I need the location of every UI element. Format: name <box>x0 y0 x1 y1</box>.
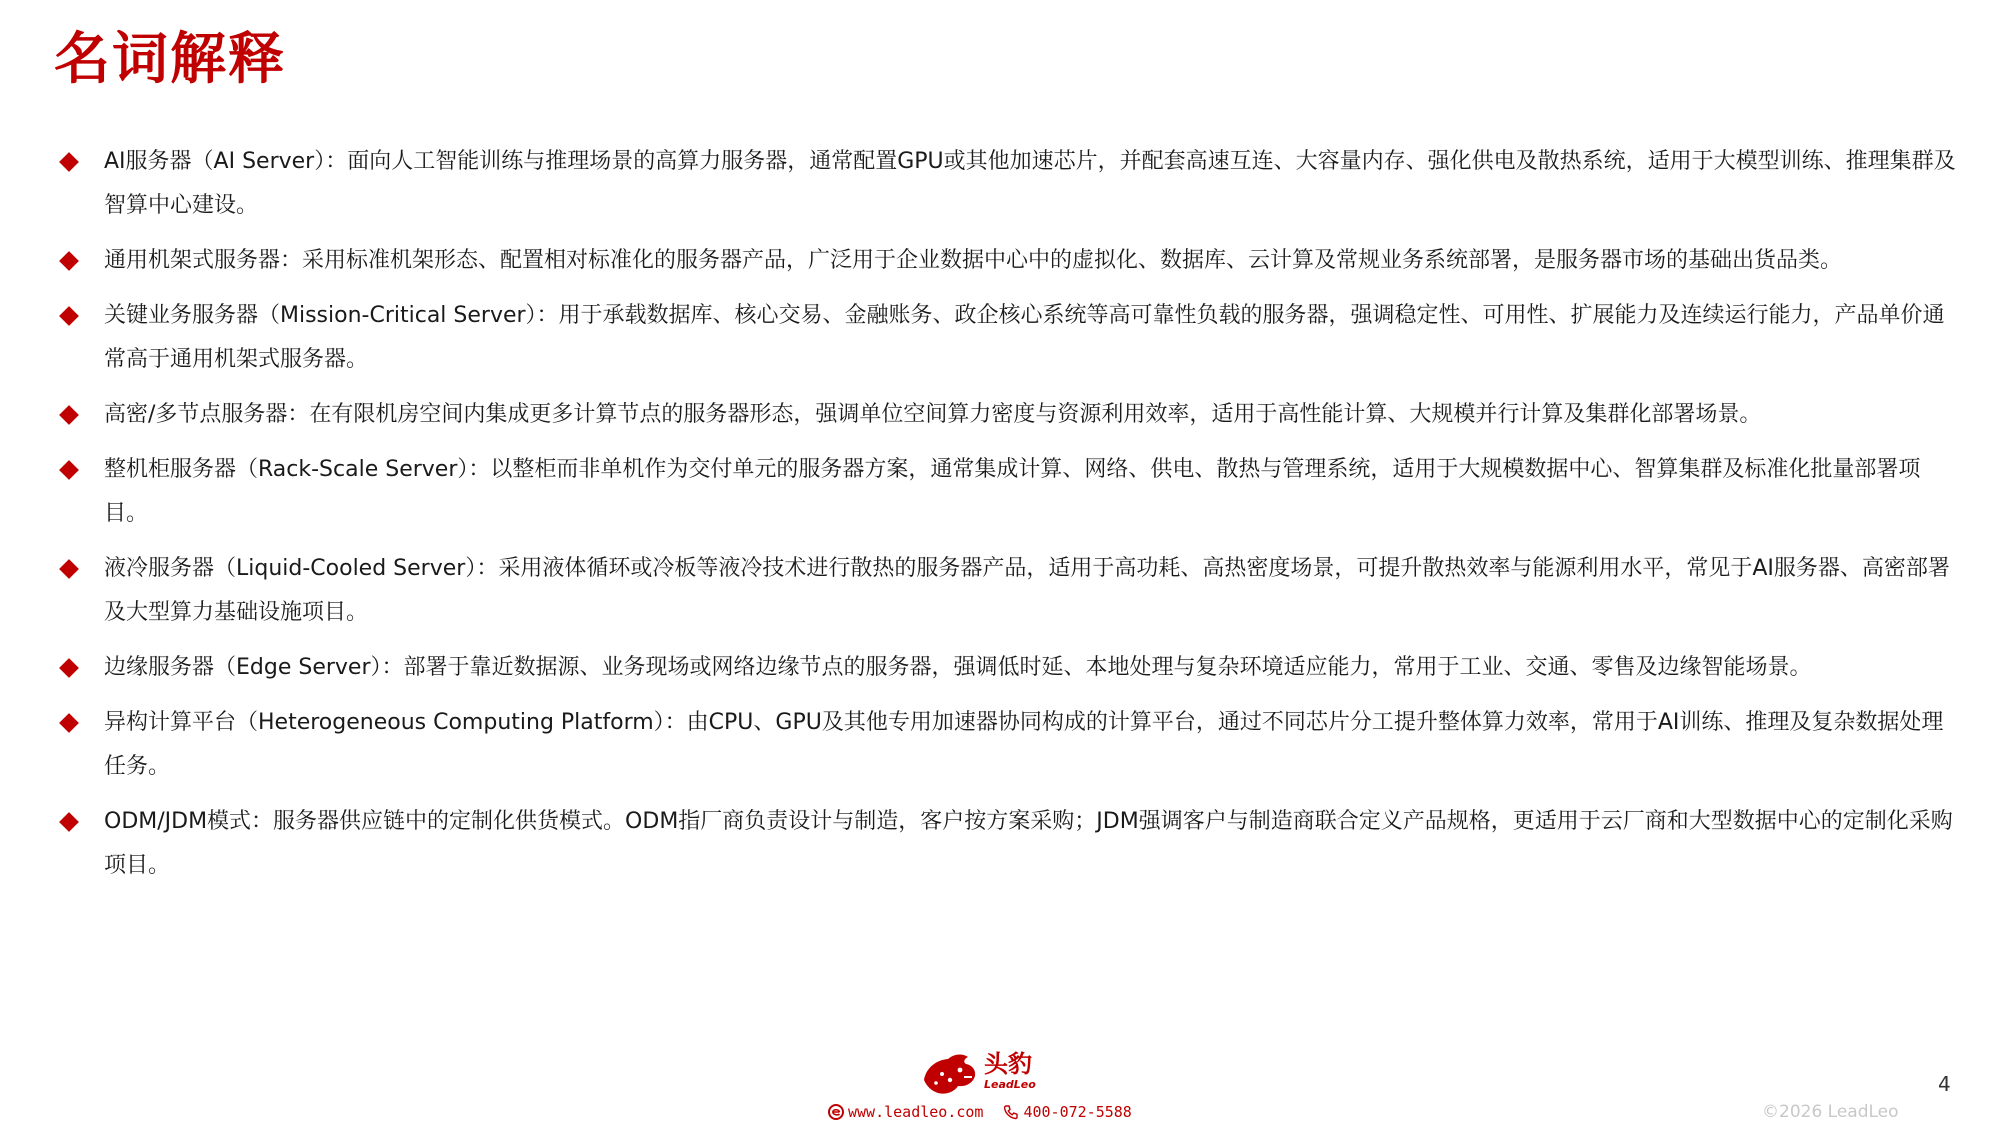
diamond-bullet-icon <box>59 559 79 579</box>
term-text: AI服务器（AI Server）：面向人工智能训练与推理场景的高算力服务器，通常配置GPU或其他加速芯片，并配套高速互连、大容量内存、强化供电及散热系统，适用于大模型训练、推理集群及智算中心建设。 <box>104 149 1956 218</box>
term-text: 整机柜服务器（Rack-Scale Server）：以整柜而非单机作为交付单元的服务器方案，通常集成计算、网络、供电、散热与管理系统，适用于大规模数据中心、智算集群及标准化批量部署项目。 <box>104 457 1921 526</box>
term-text: 液冷服务器（Liquid-Cooled Server）：采用液体循环或冷板等液冷技术进行散热的服务器产品，适用于高功耗、高热密度场景，可提升散热效率与能源利用水平，常见于AI服务器、高密部署及大型算力基础设施项目。 <box>104 556 1950 625</box>
web-e-icon <box>828 1104 844 1120</box>
logo-chinese-text: 头豹 <box>984 1050 1032 1078</box>
page-number: 4 <box>1938 1072 1951 1096</box>
term-item-liquid-cooled-server <box>56 547 1956 635</box>
diamond-bullet-icon <box>59 251 79 271</box>
term-text: 通用机架式服务器：采用标准机架形态、配置相对标准化的服务器产品，广泛用于企业数据中心中的虚拟化、数据库、云计算及常规业务系统部署，是服务器市场的基础出货品类。 <box>104 248 1843 273</box>
term-item-high-density-server <box>56 393 1956 437</box>
phone-number: 400-072-5588 <box>1023 1103 1132 1121</box>
logo-english-text: LeadLeo <box>984 1078 1036 1091</box>
term-item-edge-server <box>56 646 1956 690</box>
term-list <box>56 140 1956 899</box>
phone-icon <box>1003 1104 1019 1120</box>
footer-logo <box>920 1050 1042 1096</box>
page-title: 名词解释 <box>54 27 286 92</box>
term-item-heterogeneous-platform <box>56 701 1956 789</box>
diamond-bullet-icon <box>59 460 79 480</box>
diamond-bullet-icon <box>59 812 79 832</box>
diamond-bullet-icon <box>59 405 79 425</box>
term-text: ODM/JDM模式：服务器供应链中的定制化供货模式。ODM指厂商负责设计与制造，客户按方案采购；JDM强调客户与制造商联合定义产品规格，更适用于云厂商和大型数据中心的定制化采购项目。 <box>104 809 1953 878</box>
term-item-mission-critical-server <box>56 294 1956 382</box>
diamond-bullet-icon <box>59 658 79 678</box>
website-link[interactable]: www.leadleo.com <box>848 1103 984 1121</box>
leopard-logo-icon <box>920 1050 980 1096</box>
diamond-bullet-icon <box>59 152 79 172</box>
diamond-bullet-icon <box>59 306 79 326</box>
term-text: 高密/多节点服务器：在有限机房空间内集成更多计算节点的服务器形态，强调单位空间算力密度与资源利用效率，适用于高性能计算、大规模并行计算及集群化部署场景。 <box>104 402 1762 427</box>
footer-contact <box>828 1102 1132 1122</box>
term-text: 边缘服务器（Edge Server）：部署于靠近数据源、业务现场或网络边缘节点的服务器，强调低时延、本地处理与复杂环境适应能力，常用于工业、交通、零售及边缘智能场景。 <box>104 655 1812 680</box>
term-text: 异构计算平台（Heterogeneous Computing Platform）：由CPU、GPU及其他专用加速器协同构成的计算平台，通过不同芯片分工提升整体算力效率，常用于AI训练、推理及复杂数据处理任务。 <box>104 710 1944 779</box>
term-item-ai-server <box>56 140 1956 228</box>
copyright: ©2026 LeadLeo <box>1762 1102 1899 1122</box>
term-text: 关键业务服务器（Mission-Critical Server）：用于承载数据库、核心交易、金融账务、政企核心系统等高可靠性负载的服务器，强调稳定性、可用性、扩展能力及连续运行能力，产品单价通常高于通用机架式服务器。 <box>104 303 1945 372</box>
term-item-odm-jdm <box>56 800 1956 888</box>
term-item-rack-server <box>56 239 1956 283</box>
diamond-bullet-icon <box>59 713 79 733</box>
term-item-rack-scale-server <box>56 448 1956 536</box>
